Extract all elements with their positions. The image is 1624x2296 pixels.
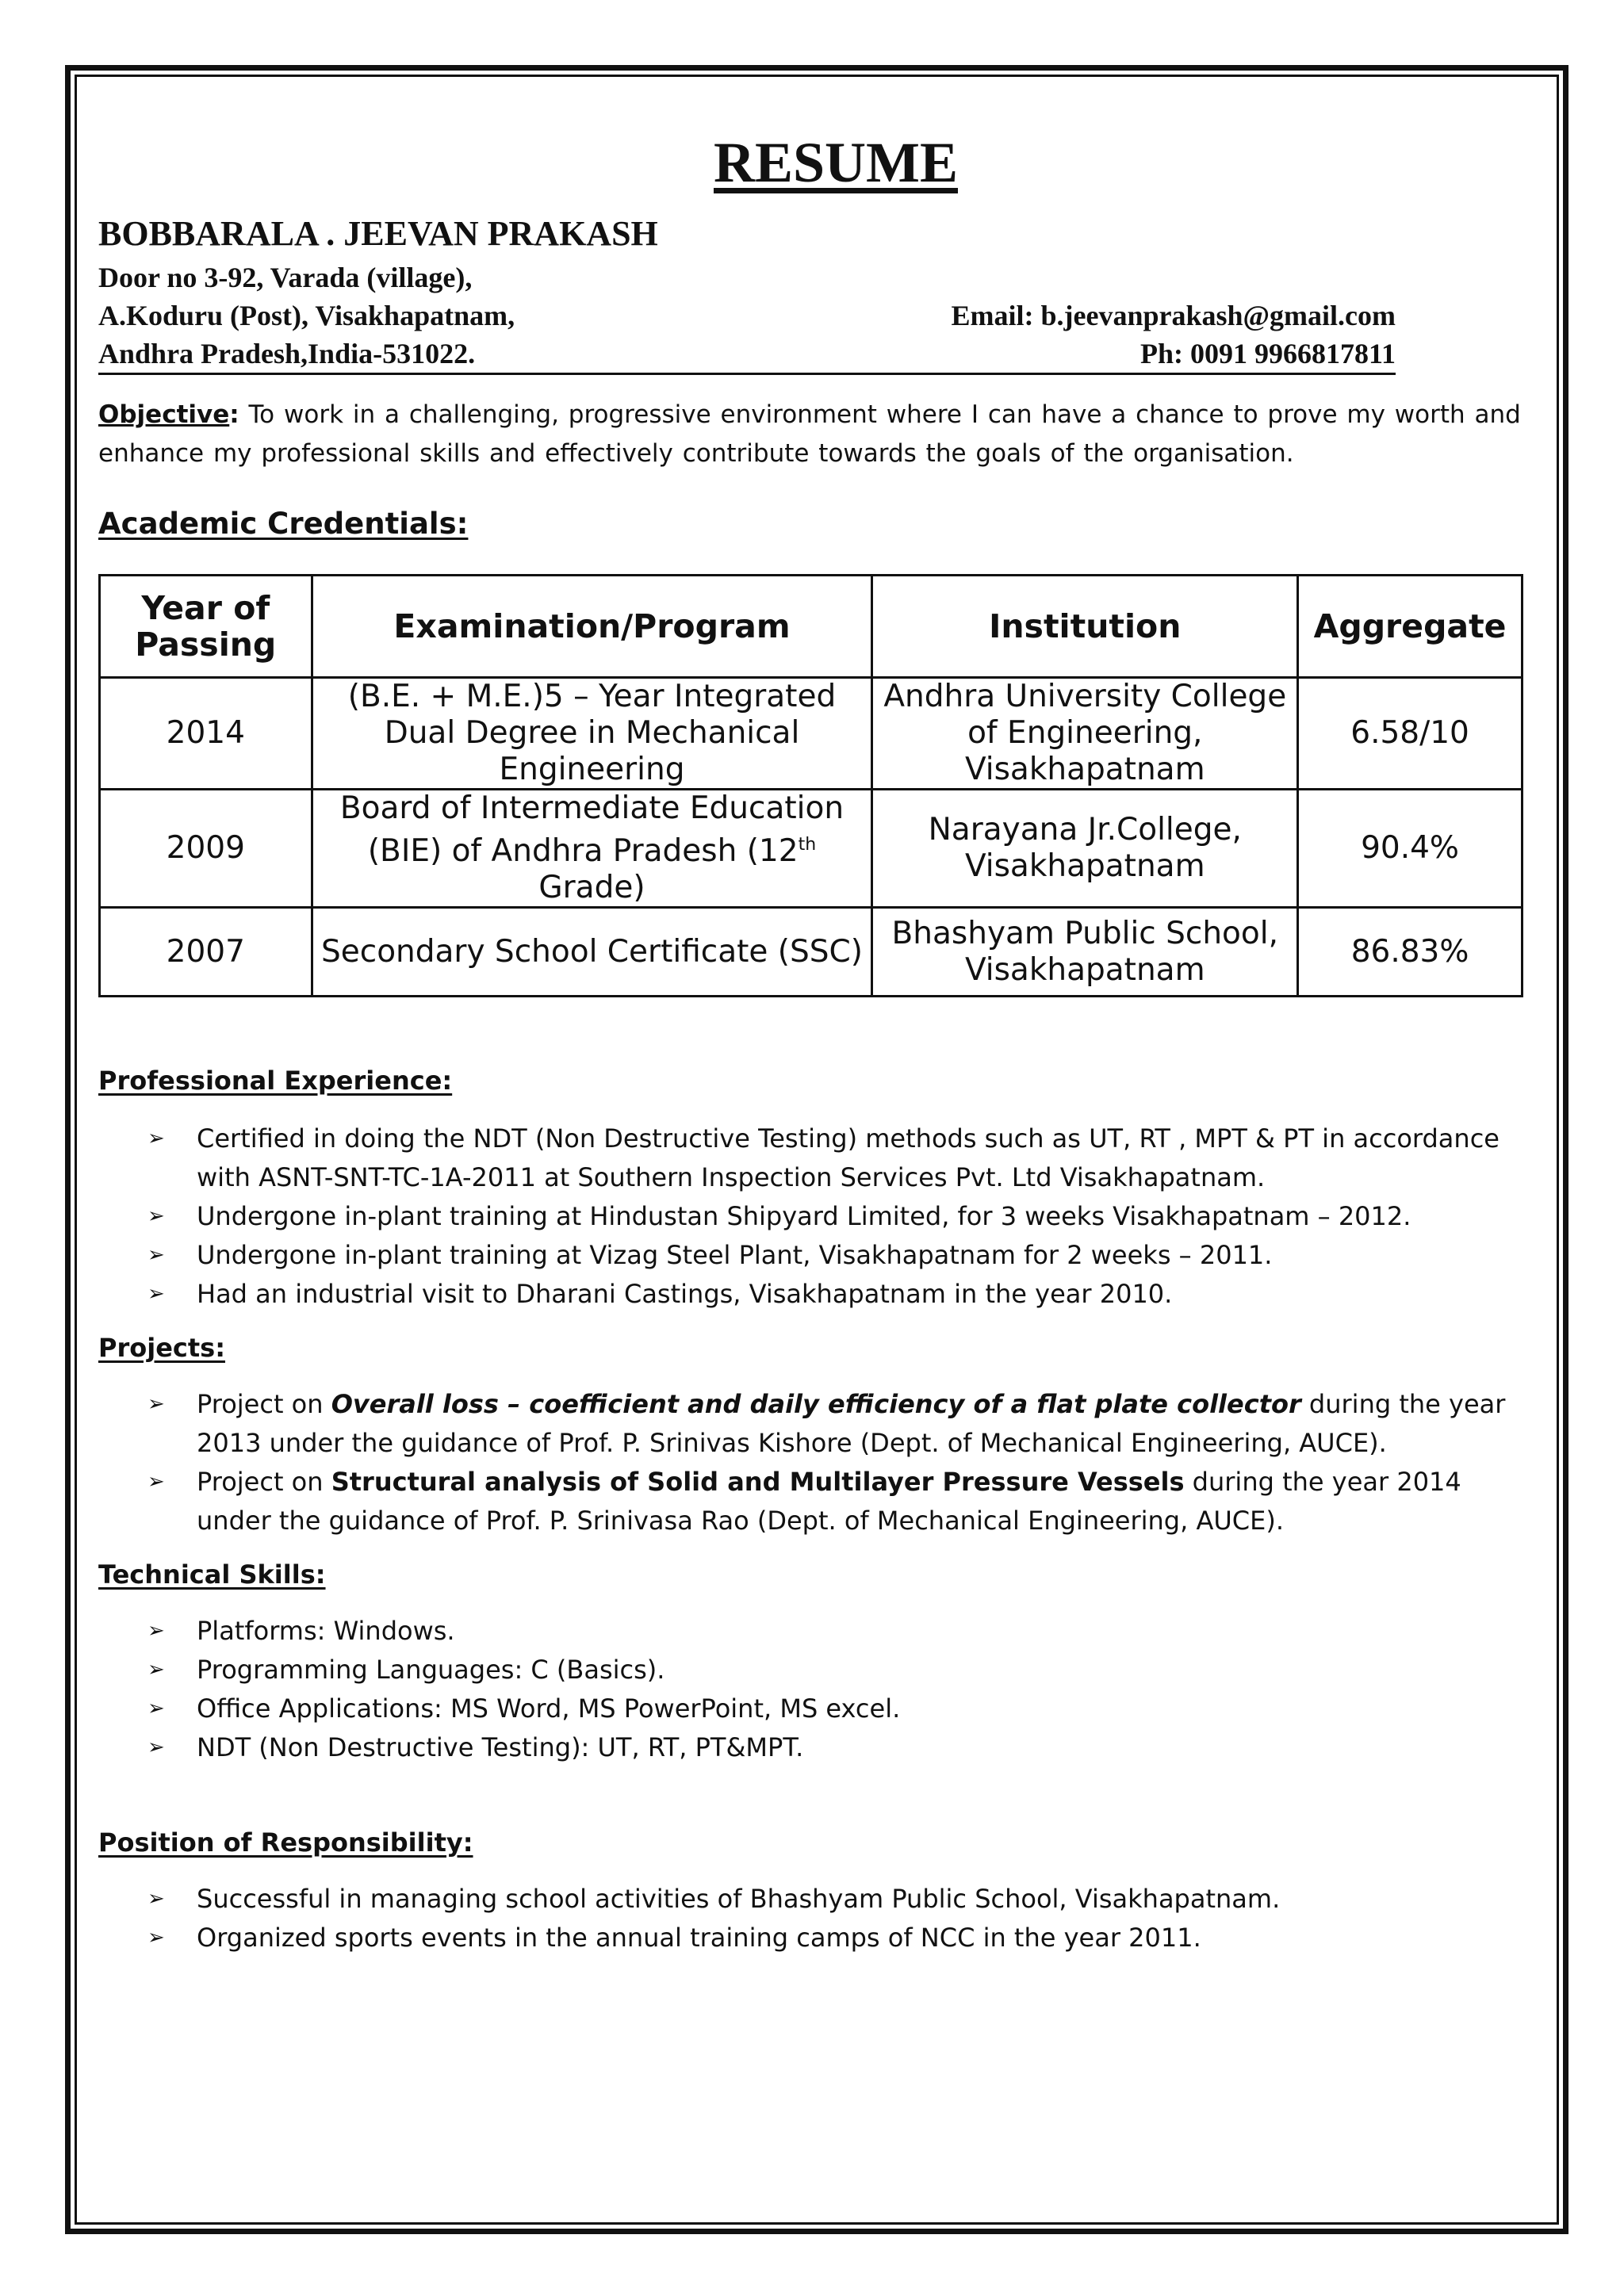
list-item-text: Organized sports events in the annual training camps of NCC in the year 2011. — [197, 1923, 1201, 1953]
table-row — [100, 790, 1522, 908]
arrow-bullet-icon: ➢ — [147, 1926, 165, 1950]
objective-paragraph: Objective: To work in a challenging, progressive environment where I can have a chance to prove my worth and enhance my professional skills and effectively contribute towards the goals of the organisation. — [98, 400, 1521, 468]
address-line-2: A.Koduru (Post), Visakhapatnam, — [98, 300, 515, 331]
list-item — [98, 1275, 1526, 1314]
arrow-bullet-icon: ➢ — [147, 1243, 165, 1267]
list-item — [98, 1385, 1526, 1463]
cell-aggregate: 86.83% — [1298, 908, 1522, 997]
list-item — [98, 1880, 1526, 1919]
document-title: RESUME — [713, 131, 959, 194]
cell-program: Secondary School Certificate (SSC) — [312, 908, 872, 997]
cell-program — [312, 790, 872, 908]
arrow-bullet-icon: ➢ — [147, 1887, 165, 1911]
list-item — [98, 1463, 1526, 1540]
cell-program-text-end: Grade) — [538, 870, 645, 905]
list-item — [98, 1728, 1526, 1767]
header-program: Examination/Program — [312, 576, 872, 678]
table-header-row — [100, 576, 1522, 678]
cell-year: 2014 — [100, 678, 312, 790]
header-aggregate: Aggregate — [1298, 576, 1522, 678]
project-text: Project on — [197, 1389, 331, 1419]
responsibility-list — [98, 1880, 1526, 1957]
skills-list — [98, 1612, 1526, 1767]
list-item — [98, 1689, 1526, 1728]
address-line-1: Door no 3-92, Varada (village), — [98, 262, 473, 293]
cell-year: 2007 — [100, 908, 312, 997]
header-institution: Institution — [872, 576, 1298, 678]
list-item — [98, 1119, 1526, 1197]
arrow-bullet-icon: ➢ — [147, 1658, 165, 1682]
responsibility-heading: Position of Responsibility: — [98, 1827, 473, 1858]
table-row — [100, 908, 1522, 997]
cell-year: 2009 — [100, 790, 312, 908]
list-item-text: Programming Languages: C (Basics). — [197, 1655, 665, 1685]
academic-table — [98, 574, 1523, 997]
experience-heading: Professional Experience: — [98, 1066, 453, 1096]
email: Email: b.jeevanprakash@gmail.com — [951, 300, 1396, 331]
cell-aggregate: 90.4% — [1298, 790, 1522, 908]
list-item — [98, 1651, 1526, 1689]
address-row-1 — [98, 258, 1396, 297]
objective-text: To work in a challenging, progressive environment where I can have a chance to prove my worth and enhance my professional skills and effectively contribute towards the goals of the organisation. — [98, 400, 1521, 468]
objective-label: Objective — [98, 400, 230, 429]
cell-institution: Andhra University College of Engineering, Visakhapatnam — [872, 678, 1298, 790]
superscript: th — [798, 835, 817, 855]
list-item-text: Office Applications: MS Word, MS PowerPoint, MS excel. — [197, 1693, 901, 1724]
list-item-text: Undergone in-plant training at Hindustan Shipyard Limited, for 3 weeks Visakhapatnam – 2012. — [197, 1201, 1411, 1231]
cell-program: (B.E. + M.E.)5 – Year Integrated Dual Degree in Mechanical Engineering — [312, 678, 872, 790]
projects-heading: Projects: — [98, 1333, 225, 1363]
list-item — [98, 1236, 1526, 1275]
arrow-bullet-icon: ➢ — [147, 1697, 165, 1720]
cell-institution: Narayana Jr.College, Visakhapatnam — [872, 790, 1298, 908]
projects-list — [98, 1385, 1526, 1540]
list-item-text: NDT (Non Destructive Testing): UT, RT, PT&MPT. — [197, 1732, 804, 1762]
resume-page — [98, 119, 1526, 1957]
cell-institution: Bhashyam Public School, Visakhapatnam — [872, 908, 1298, 997]
list-item — [98, 1919, 1526, 1957]
arrow-bullet-icon: ➢ — [147, 1204, 165, 1228]
arrow-bullet-icon: ➢ — [147, 1127, 165, 1150]
list-item-text: Certified in doing the NDT (Non Destructive Testing) methods such as UT, RT , MPT & PT in accordance with ASNT-SNT-TC-1A-2011 at Southern Inspection Services Pvt. Ltd Visakhapatnam. — [197, 1123, 1500, 1192]
academic-heading: Academic Credentials: — [98, 507, 469, 541]
header-year: Year of Passing — [100, 576, 312, 678]
list-item — [98, 1197, 1526, 1236]
list-item-text: Platforms: Windows. — [197, 1616, 455, 1646]
address-row-2 — [98, 297, 1396, 335]
address-row-3 — [98, 335, 1396, 375]
phone: Ph: 0091 9966817811 — [1139, 338, 1396, 369]
project-text: Project on — [197, 1467, 331, 1497]
table-row — [100, 678, 1522, 790]
arrow-bullet-icon: ➢ — [147, 1282, 165, 1306]
cell-program-text: Board of Intermediate Education (BIE) of Andhra Pradesh (12 — [339, 790, 845, 869]
arrow-bullet-icon: ➢ — [147, 1619, 165, 1643]
arrow-bullet-icon: ➢ — [147, 1392, 165, 1416]
skills-heading: Technical Skills: — [98, 1559, 326, 1590]
address-line-3: Andhra Pradesh,India-531022. — [98, 338, 476, 369]
project-text-end: during the year 2014 under the guidance of Prof. P. Srinivasa Rao (Dept. of Mechanical Engineering, AUCE). — [197, 1467, 1461, 1536]
experience-list — [98, 1119, 1526, 1314]
project-title: Structural analysis of Solid and Multilayer Pressure Vessels — [331, 1467, 1185, 1497]
list-item — [98, 1612, 1526, 1651]
arrow-bullet-icon: ➢ — [147, 1735, 165, 1759]
arrow-bullet-icon: ➢ — [147, 1470, 165, 1494]
cell-aggregate: 6.58/10 — [1298, 678, 1522, 790]
project-title: Overall loss – coefficient and daily efficiency of a flat plate collector — [331, 1389, 1301, 1419]
project-text-end: during the year 2013 under the guidance of Prof. P. Srinivas Kishore (Dept. of Mechanical Engineering, AUCE). — [197, 1389, 1506, 1458]
list-item-text: Successful in managing school activities of Bhashyam Public School, Visakhapatnam. — [197, 1884, 1281, 1914]
list-item-text: Had an industrial visit to Dharani Castings, Visakhapatnam in the year 2010. — [197, 1279, 1173, 1309]
candidate-name: BOBBARALA . JEEVAN PRAKASH — [98, 214, 658, 253]
list-item-text: Undergone in-plant training at Vizag Steel Plant, Visakhapatnam for 2 weeks – 2011. — [197, 1240, 1273, 1270]
